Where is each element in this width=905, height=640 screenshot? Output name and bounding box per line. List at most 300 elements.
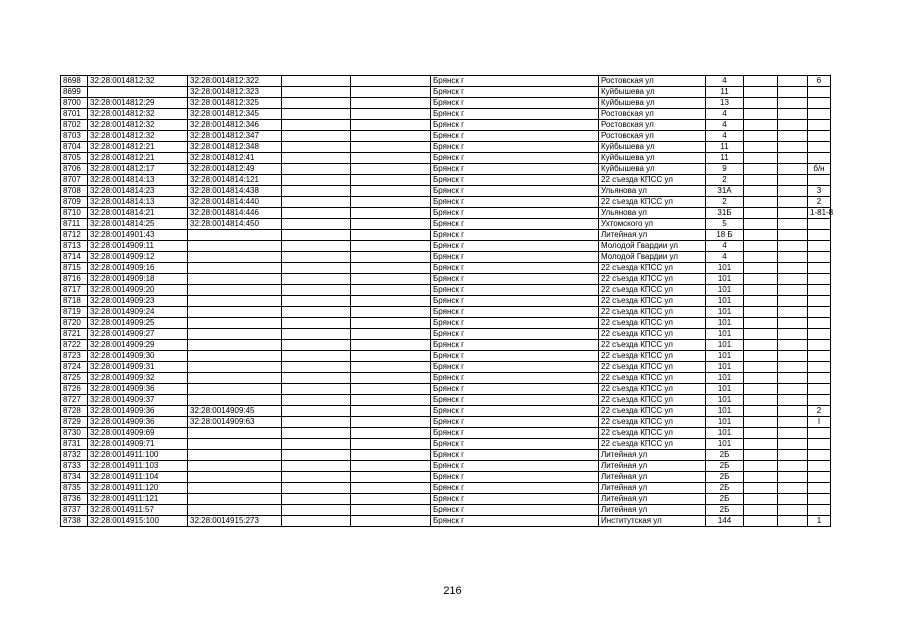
cell-house: 2Б <box>706 483 744 494</box>
cell-street: Литейная ул <box>599 472 706 483</box>
cell-cadastral-number: 32:28:0014909:20 <box>88 285 188 296</box>
cell-apartment <box>808 142 831 153</box>
cell-blank-d <box>778 241 808 252</box>
cell-blank-b <box>351 428 431 439</box>
cell-city: Брянск г <box>431 439 599 450</box>
cell-blank-b <box>351 461 431 472</box>
cell-blank-d <box>778 208 808 219</box>
cell-blank-d <box>778 439 808 450</box>
cell-row-number: 8714 <box>61 252 88 263</box>
cell-street: Ростовская ул <box>599 120 706 131</box>
cell-city: Брянск г <box>431 153 599 164</box>
cell-row-number: 8708 <box>61 186 88 197</box>
cell-street: 22 съезда КПСС ул <box>599 296 706 307</box>
cell-blank-c <box>744 494 778 505</box>
cell-row-number: 8719 <box>61 307 88 318</box>
cell-blank-a <box>282 197 351 208</box>
cell-city: Брянск г <box>431 296 599 307</box>
cell-house: 101 <box>706 296 744 307</box>
cell-object-number <box>188 263 282 274</box>
cell-house: 101 <box>706 362 744 373</box>
cell-object-number: 32:28:0014812:347 <box>188 131 282 142</box>
cell-apartment <box>808 329 831 340</box>
cell-city: Брянск г <box>431 516 599 527</box>
cell-city: Брянск г <box>431 461 599 472</box>
cell-blank-c <box>744 340 778 351</box>
cell-blank-a <box>282 362 351 373</box>
cell-house: 18 Б <box>706 230 744 241</box>
cell-house: 101 <box>706 274 744 285</box>
cell-apartment <box>808 505 831 516</box>
table-row <box>61 98 831 109</box>
table-row <box>61 395 831 406</box>
cell-city: Брянск г <box>431 197 599 208</box>
cell-object-number <box>188 428 282 439</box>
cell-cadastral-number: 32:28:0014812:21 <box>88 142 188 153</box>
cell-blank-a <box>282 307 351 318</box>
cell-blank-a <box>282 461 351 472</box>
cell-blank-a <box>282 285 351 296</box>
cell-blank-c <box>744 263 778 274</box>
cell-blank-b <box>351 285 431 296</box>
cell-blank-a <box>282 186 351 197</box>
cell-object-number: 32:28:0014812:323 <box>188 87 282 98</box>
table-row <box>61 285 831 296</box>
cell-row-number: 8707 <box>61 175 88 186</box>
table-row <box>61 87 831 98</box>
cell-blank-b <box>351 274 431 285</box>
table-row <box>61 175 831 186</box>
cell-street: Ростовская ул <box>599 76 706 87</box>
cell-street: Литейная ул <box>599 494 706 505</box>
cell-apartment <box>808 340 831 351</box>
cell-blank-a <box>282 384 351 395</box>
cell-street: Литейная ул <box>599 483 706 494</box>
cell-blank-c <box>744 153 778 164</box>
cell-object-number: 32:28:0014915:273 <box>188 516 282 527</box>
cell-cadastral-number: 32:28:0014909:71 <box>88 439 188 450</box>
cell-house: 101 <box>706 406 744 417</box>
cell-blank-c <box>744 186 778 197</box>
cell-house: 101 <box>706 340 744 351</box>
table-row <box>61 307 831 318</box>
cell-cadastral-number: 32:28:0014909:37 <box>88 395 188 406</box>
cell-blank-b <box>351 263 431 274</box>
cell-blank-b <box>351 384 431 395</box>
cell-blank-d <box>778 516 808 527</box>
cell-blank-d <box>778 307 808 318</box>
cell-cadastral-number <box>88 87 188 98</box>
cell-street: Куйбышева ул <box>599 87 706 98</box>
cell-blank-d <box>778 285 808 296</box>
cell-row-number: 8721 <box>61 329 88 340</box>
cell-apartment <box>808 252 831 263</box>
cell-object-number <box>188 285 282 296</box>
cell-blank-b <box>351 406 431 417</box>
cell-blank-d <box>778 483 808 494</box>
cell-object-number <box>188 439 282 450</box>
cell-house: 101 <box>706 384 744 395</box>
cell-blank-c <box>744 428 778 439</box>
cell-blank-b <box>351 307 431 318</box>
cell-street: 22 съезда КПСС ул <box>599 329 706 340</box>
cell-apartment <box>808 439 831 450</box>
cell-object-number <box>188 318 282 329</box>
cell-apartment <box>808 175 831 186</box>
cell-blank-b <box>351 197 431 208</box>
cell-cadastral-number: 32:28:0014812:17 <box>88 164 188 175</box>
cell-blank-a <box>282 406 351 417</box>
cell-city: Брянск г <box>431 98 599 109</box>
cell-city: Брянск г <box>431 384 599 395</box>
cell-city: Брянск г <box>431 307 599 318</box>
cell-blank-d <box>778 109 808 120</box>
cell-blank-c <box>744 175 778 186</box>
cell-blank-a <box>282 274 351 285</box>
cell-blank-c <box>744 164 778 175</box>
cell-blank-b <box>351 175 431 186</box>
cell-house: 4 <box>706 109 744 120</box>
cell-blank-a <box>282 87 351 98</box>
cell-row-number: 8717 <box>61 285 88 296</box>
cell-house: 144 <box>706 516 744 527</box>
cell-blank-d <box>778 395 808 406</box>
cell-blank-d <box>778 472 808 483</box>
cell-blank-a <box>282 428 351 439</box>
cell-cadastral-number: 32:28:0014812:32 <box>88 109 188 120</box>
cell-street: Молодой Гвардии ул <box>599 241 706 252</box>
cell-cadastral-number: 32:28:0014909:36 <box>88 406 188 417</box>
cell-blank-b <box>351 494 431 505</box>
cell-blank-c <box>744 406 778 417</box>
cell-house: 101 <box>706 417 744 428</box>
cell-city: Брянск г <box>431 285 599 296</box>
cell-street: 22 съезда КПСС ул <box>599 351 706 362</box>
cell-apartment <box>808 395 831 406</box>
cell-blank-a <box>282 219 351 230</box>
cell-blank-b <box>351 142 431 153</box>
cell-blank-b <box>351 318 431 329</box>
cell-blank-d <box>778 417 808 428</box>
cell-object-number <box>188 494 282 505</box>
cell-street: 22 съезда КПСС ул <box>599 340 706 351</box>
cell-blank-a <box>282 505 351 516</box>
cell-blank-b <box>351 483 431 494</box>
cell-street: Литейная ул <box>599 230 706 241</box>
cell-blank-c <box>744 483 778 494</box>
cell-street: Куйбышева ул <box>599 153 706 164</box>
cell-cadastral-number: 32:28:0014909:32 <box>88 373 188 384</box>
cell-blank-b <box>351 87 431 98</box>
cell-blank-d <box>778 219 808 230</box>
cell-row-number: 8737 <box>61 505 88 516</box>
cell-street: 22 съезда КПСС ул <box>599 175 706 186</box>
cell-apartment <box>808 296 831 307</box>
cell-apartment: 6 <box>808 76 831 87</box>
cell-apartment: 2 <box>808 406 831 417</box>
cell-blank-d <box>778 263 808 274</box>
cell-cadastral-number: 32:28:0014814:23 <box>88 186 188 197</box>
cell-object-number: 32:28:0014812:322 <box>188 76 282 87</box>
cell-blank-b <box>351 98 431 109</box>
table-row <box>61 153 831 164</box>
cell-city: Брянск г <box>431 318 599 329</box>
cell-city: Брянск г <box>431 494 599 505</box>
cell-blank-b <box>351 351 431 362</box>
cell-row-number: 8704 <box>61 142 88 153</box>
table-row <box>61 329 831 340</box>
page-number: 216 <box>443 585 462 597</box>
table-row <box>61 296 831 307</box>
cell-blank-d <box>778 505 808 516</box>
cell-city: Брянск г <box>431 120 599 131</box>
cell-house: 2Б <box>706 472 744 483</box>
cell-object-number: 32:28:0014814:446 <box>188 208 282 219</box>
cell-house: 2Б <box>706 461 744 472</box>
cell-blank-d <box>778 351 808 362</box>
cell-blank-c <box>744 274 778 285</box>
cell-blank-b <box>351 373 431 384</box>
cell-row-number: 8699 <box>61 87 88 98</box>
cell-city: Брянск г <box>431 417 599 428</box>
cell-house: 2Б <box>706 494 744 505</box>
cell-row-number: 8725 <box>61 373 88 384</box>
cell-cadastral-number: 32:28:0014911:121 <box>88 494 188 505</box>
cell-object-number: 32:28:0014909:45 <box>188 406 282 417</box>
cell-cadastral-number: 32:28:0014909:31 <box>88 362 188 373</box>
cell-cadastral-number: 32:28:0014911:57 <box>88 505 188 516</box>
cell-object-number: 32:28:0014814:450 <box>188 219 282 230</box>
table-row <box>61 120 831 131</box>
cell-house: 101 <box>706 351 744 362</box>
cell-blank-b <box>351 76 431 87</box>
cell-blank-a <box>282 208 351 219</box>
cell-blank-c <box>744 109 778 120</box>
cell-object-number <box>188 252 282 263</box>
cell-cadastral-number: 32:28:0014909:12 <box>88 252 188 263</box>
cell-row-number: 8728 <box>61 406 88 417</box>
cell-object-number <box>188 230 282 241</box>
cell-street: 22 съезда КПСС ул <box>599 384 706 395</box>
table-row <box>61 472 831 483</box>
cell-blank-c <box>744 516 778 527</box>
cell-blank-c <box>744 296 778 307</box>
cell-blank-a <box>282 230 351 241</box>
cell-apartment <box>808 219 831 230</box>
table-row <box>61 483 831 494</box>
cell-apartment <box>808 274 831 285</box>
cell-blank-d <box>778 461 808 472</box>
cell-blank-b <box>351 395 431 406</box>
cell-blank-b <box>351 362 431 373</box>
cell-cadastral-number: 32:28:0014909:27 <box>88 329 188 340</box>
cell-blank-c <box>744 472 778 483</box>
cell-cadastral-number: 32:28:0014812:21 <box>88 153 188 164</box>
cell-blank-c <box>744 318 778 329</box>
cell-street: 22 съезда КПСС ул <box>599 285 706 296</box>
cell-blank-b <box>351 439 431 450</box>
cell-object-number: 32:28:0014814:440 <box>188 197 282 208</box>
cell-cadastral-number: 32:28:0014911:103 <box>88 461 188 472</box>
cell-city: Брянск г <box>431 164 599 175</box>
cell-row-number: 8724 <box>61 362 88 373</box>
cell-blank-d <box>778 131 808 142</box>
cell-street: Ульянова ул <box>599 208 706 219</box>
cell-blank-d <box>778 494 808 505</box>
cell-object-number <box>188 296 282 307</box>
cell-apartment <box>808 384 831 395</box>
cell-city: Брянск г <box>431 428 599 439</box>
cell-object-number <box>188 373 282 384</box>
cell-blank-b <box>351 241 431 252</box>
cell-street: 22 съезда КПСС ул <box>599 395 706 406</box>
cell-city: Брянск г <box>431 263 599 274</box>
cell-apartment: 1-81-8 <box>808 208 831 219</box>
cell-blank-d <box>778 384 808 395</box>
cell-street: Ростовская ул <box>599 131 706 142</box>
cell-street: Литейная ул <box>599 450 706 461</box>
cell-house: 101 <box>706 373 744 384</box>
cell-blank-c <box>744 197 778 208</box>
cell-city: Брянск г <box>431 472 599 483</box>
table-row <box>61 428 831 439</box>
table-row <box>61 461 831 472</box>
cell-blank-b <box>351 186 431 197</box>
cell-row-number: 8731 <box>61 439 88 450</box>
cell-cadastral-number: 32:28:0014909:18 <box>88 274 188 285</box>
cell-row-number: 8727 <box>61 395 88 406</box>
table-row <box>61 274 831 285</box>
cell-blank-b <box>351 450 431 461</box>
cell-blank-a <box>282 98 351 109</box>
cell-city: Брянск г <box>431 274 599 285</box>
table-row <box>61 142 831 153</box>
cell-blank-c <box>744 439 778 450</box>
cell-blank-d <box>778 252 808 263</box>
cell-blank-d <box>778 76 808 87</box>
cell-blank-a <box>282 351 351 362</box>
cell-blank-b <box>351 505 431 516</box>
cell-cadastral-number: 32:28:0014915:100 <box>88 516 188 527</box>
cell-apartment <box>808 153 831 164</box>
cell-blank-a <box>282 263 351 274</box>
cell-blank-d <box>778 274 808 285</box>
cell-blank-d <box>778 186 808 197</box>
cell-object-number: 32:28:0014812:346 <box>188 120 282 131</box>
cell-street: 22 съезда КПСС ул <box>599 362 706 373</box>
cell-street: 22 съезда КПСС ул <box>599 263 706 274</box>
cell-blank-b <box>351 164 431 175</box>
cell-blank-b <box>351 472 431 483</box>
cell-object-number <box>188 450 282 461</box>
table-row <box>61 230 831 241</box>
cell-street: Литейная ул <box>599 505 706 516</box>
table-row <box>61 340 831 351</box>
table-body <box>61 76 834 527</box>
cell-apartment <box>808 494 831 505</box>
cell-house: 2 <box>706 175 744 186</box>
cell-blank-b <box>351 296 431 307</box>
cell-blank-d <box>778 428 808 439</box>
cell-street: 22 съезда КПСС ул <box>599 373 706 384</box>
cell-row-number: 8713 <box>61 241 88 252</box>
cell-blank-a <box>282 318 351 329</box>
table-row <box>61 450 831 461</box>
cell-blank-d <box>778 142 808 153</box>
cell-blank-c <box>744 230 778 241</box>
cell-cadastral-number: 32:28:0014911:100 <box>88 450 188 461</box>
cell-city: Брянск г <box>431 76 599 87</box>
cell-blank-c <box>744 373 778 384</box>
cell-cadastral-number: 32:28:0014911:104 <box>88 472 188 483</box>
cell-apartment <box>808 428 831 439</box>
cell-blank-b <box>351 329 431 340</box>
cell-row-number: 8711 <box>61 219 88 230</box>
cell-row-number: 8723 <box>61 351 88 362</box>
cell-blank-c <box>744 362 778 373</box>
cell-blank-c <box>744 219 778 230</box>
cell-blank-d <box>778 230 808 241</box>
cell-house: 4 <box>706 252 744 263</box>
cell-apartment: 3 <box>808 186 831 197</box>
cell-row-number: 8702 <box>61 120 88 131</box>
cell-blank-c <box>744 120 778 131</box>
cell-row-number: 8698 <box>61 76 88 87</box>
cell-blank-a <box>282 252 351 263</box>
cell-street: Куйбышева ул <box>599 164 706 175</box>
cell-street: Институтская ул <box>599 516 706 527</box>
cell-house: 101 <box>706 263 744 274</box>
cell-blank-d <box>778 296 808 307</box>
cell-street: Молодой Гвардии ул <box>599 252 706 263</box>
cell-row-number: 8726 <box>61 384 88 395</box>
cell-row-number: 8729 <box>61 417 88 428</box>
cell-blank-d <box>778 406 808 417</box>
cell-row-number: 8722 <box>61 340 88 351</box>
table-row <box>61 505 831 516</box>
cell-street: Ростовская ул <box>599 109 706 120</box>
cell-blank-d <box>778 87 808 98</box>
cell-street: Куйбышева ул <box>599 98 706 109</box>
cell-cadastral-number: 32:28:0014909:36 <box>88 384 188 395</box>
cell-blank-a <box>282 131 351 142</box>
cell-cadastral-number: 32:28:0014909:69 <box>88 428 188 439</box>
cell-row-number: 8734 <box>61 472 88 483</box>
cell-cadastral-number: 32:28:0014909:29 <box>88 340 188 351</box>
cell-row-number: 8736 <box>61 494 88 505</box>
table-row <box>61 109 831 120</box>
cell-city: Брянск г <box>431 351 599 362</box>
cell-cadastral-number: 32:28:0014812:32 <box>88 120 188 131</box>
cell-object-number <box>188 307 282 318</box>
cell-blank-d <box>778 98 808 109</box>
table-row <box>61 263 831 274</box>
cell-blank-c <box>744 450 778 461</box>
cell-street: 22 съезда КПСС ул <box>599 274 706 285</box>
cell-city: Брянск г <box>431 329 599 340</box>
cell-cadastral-number: 32:28:0014909:24 <box>88 307 188 318</box>
cell-blank-a <box>282 483 351 494</box>
table-row <box>61 186 831 197</box>
cell-house: 31Б <box>706 208 744 219</box>
cell-row-number: 8715 <box>61 263 88 274</box>
table-row <box>61 197 831 208</box>
cell-house: 101 <box>706 318 744 329</box>
cell-blank-d <box>778 329 808 340</box>
cell-blank-b <box>351 340 431 351</box>
cell-row-number: 8720 <box>61 318 88 329</box>
cell-blank-b <box>351 219 431 230</box>
